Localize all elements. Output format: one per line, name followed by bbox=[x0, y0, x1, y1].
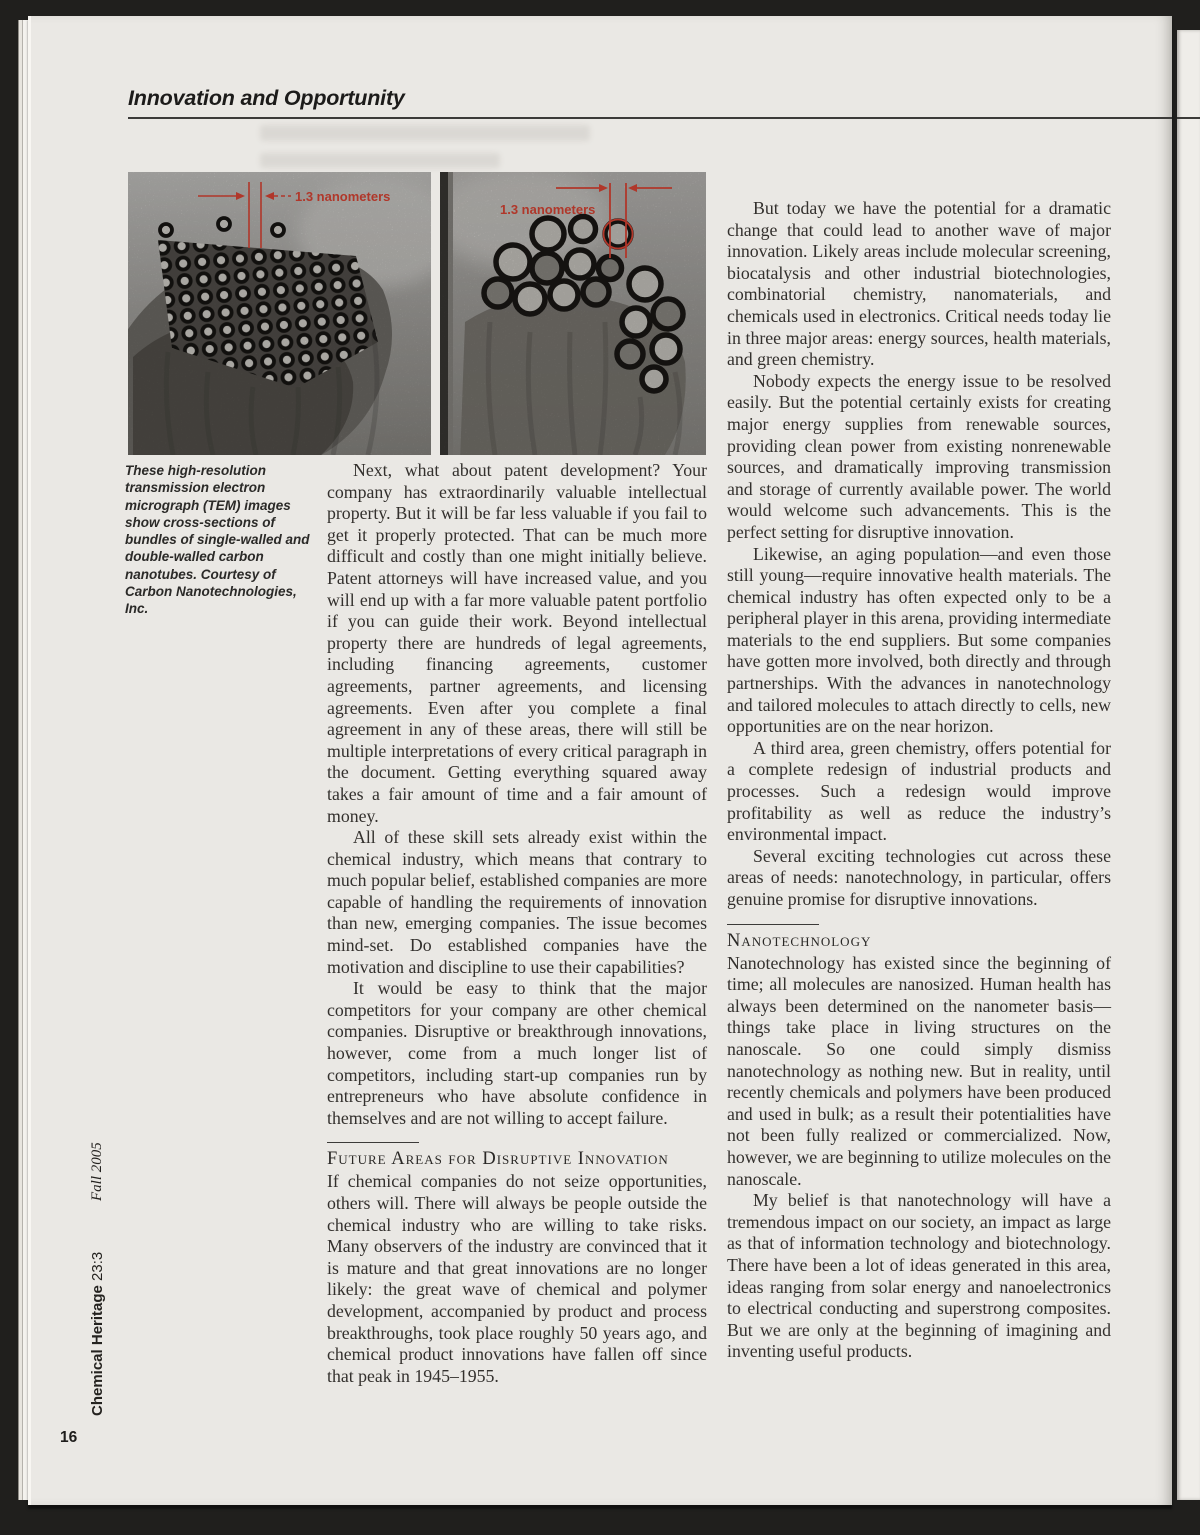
section-rule bbox=[727, 924, 819, 925]
section-heading-nanotechnology: Nanotechnology bbox=[727, 930, 872, 951]
paragraph: It would be easy to think that the major competitors for your company are other chemical companies. Disruptive or breakthrough innovations, however, come from a much longer list of competitors, including start-up companies run by entrepreneurs who have absolute confidence in themselves and are not willing to accept failure. bbox=[327, 978, 707, 1128]
paragraph: But today we have the potential for a dramatic change that could lead to another wave of major innovation. Likely areas include molecular screening, biocatalysis and other industrial biotechnologies, combinatorial chemistry, nanomaterials, and chemicals used in electronics. Critical needs today lie in three major areas: energy sources, health materials, and green chemistry. bbox=[727, 198, 1111, 370]
figure-caption: These high-resolution transmission electron micrograph (TEM) images show cross-sections of bundles of single-walled and double-walled carbon nanotubes. Courtesy of Carbon Nanotechnologies, Inc. bbox=[125, 463, 310, 617]
page-edge-stack bbox=[18, 20, 28, 1500]
tem-figure bbox=[128, 172, 706, 455]
paragraph: Several exciting technologies cut across these areas of needs: nanotechnology, in particular, offers genuine promise for disruptive innovations. bbox=[727, 845, 1111, 909]
paragraph: Nobody expects the energy issue to be resolved easily. But the potential certainly exists for creating major energy supplies from renewable sources, providing clean power from existing nonrenewable sources, and dramatically improving transmission and storage of currently available power. The world would welcome such advancements. This is the perfect setting for disruptive innovation. bbox=[727, 370, 1111, 542]
annotation-label: 1.3 nanometers bbox=[500, 202, 596, 217]
paragraph: If chemical companies do not seize opportunities, others will. There will always be people outside the chemical industry who are willing to take risks. Many observers of the industry are convinced that it is mature and that great innovations are no longer likely: the great wave of chemical and polymer development, accompanied by product and process breakthroughs, took place roughly 50 years ago, and chemical product innovations have fallen off since that peak in 1945–1955. bbox=[327, 1171, 707, 1386]
paragraph: My belief is that nanotechnology will have a tremendous impact on our society, an impact as large as that of information technology and biotechnology. There have been a lot of ideas generated in this area, ideas ranging from solar energy and nanoelectronics to electrical conducting and superstrong composites. But we are only at the beginning of imagining and inventing useful products. bbox=[727, 1190, 1111, 1362]
paragraph: Likewise, an aging population—and even those still young—require innovative health materials. The chemical industry has often expected only to be a peripheral player in this arena, providing intermediate materials to the end suppliers. But some companies have gotten more involved, both directly and through partnerships. With the advances in nanotechnology and tailored molecules to attach directly to cells, new opportunities are on the near horizon. bbox=[727, 543, 1111, 737]
paragraph: All of these skill sets already exist within the chemical industry, which means that contrary to much popular belief, established companies are more capable of handling the requirements of innovation than new, emerging companies. The issue becomes mind-set. Do established companies have the motivation and discipline to use their capabilities? bbox=[327, 827, 707, 977]
paragraph: Next, what about patent development? Your company has extraordinarily valuable intellectual property. But it will be far less valuable if you fail to get it properly protected. That can be much more difficult and costly than one might initially believe. Patent attorneys will have increased value, and you will end up with a far more valuable patent portfolio if you can guide their work. Beyond intellectual property there are hundreds of legal agreements, including financing agreements, customer agreements, partner agreements, and licensing agreements. Even after you complete a final agreement in any of these areas, there will still be multiple interpretations of every critical paragraph in the document. Getting everything squared away takes a fair amount of time and a fair amount of money. bbox=[327, 460, 707, 826]
paragraph: Nanotechnology has existed since the beginning of time; all molecules are nanosized. Human health has always been determined on the nanometer basis—things take place in living structures on the nanoscale. So one could simply dismiss nanotechnology as nothing new. But in reality, until recently chemicals and polymers have been produced and used in bulk; as a result their potentialities have not been fully realized or commercialized. Now, however, we are beginning to utilize molecules on the nanoscale. bbox=[727, 952, 1111, 1189]
showthrough-text-artifact bbox=[260, 153, 500, 168]
showthrough-text-artifact bbox=[260, 125, 590, 141]
section-heading-future-areas: Future Areas for Disruptive Innovation bbox=[327, 1149, 669, 1170]
spine-issue bbox=[90, 1252, 105, 1416]
adjacent-page-edge bbox=[1177, 30, 1200, 1500]
spine-issue-name: Chemical Heritage bbox=[89, 1285, 106, 1416]
paragraph: A third area, green chemistry, offers potential for a complete redesign of industrial products and processes. Such a redesign would improve profitability as well as reduce the industry’s environmental impact. bbox=[727, 737, 1111, 845]
spine-season: Fall 2005 bbox=[89, 1142, 105, 1201]
magazine-page bbox=[28, 16, 1172, 1505]
right-column bbox=[727, 198, 1111, 1363]
middle-column bbox=[327, 460, 707, 1387]
header-rule-continuation bbox=[1177, 117, 1200, 119]
annotation-label: 1.3 nanometers bbox=[295, 189, 391, 204]
tem-image-double-walled bbox=[440, 172, 706, 455]
page-title: Innovation and Opportunity bbox=[128, 86, 405, 110]
section-rule bbox=[327, 1142, 419, 1143]
tem-image-single-walled bbox=[128, 172, 431, 455]
spine-issue-number: 23:3 bbox=[89, 1251, 106, 1281]
page-number: 16 bbox=[60, 1429, 78, 1446]
header-rule bbox=[128, 117, 1172, 119]
